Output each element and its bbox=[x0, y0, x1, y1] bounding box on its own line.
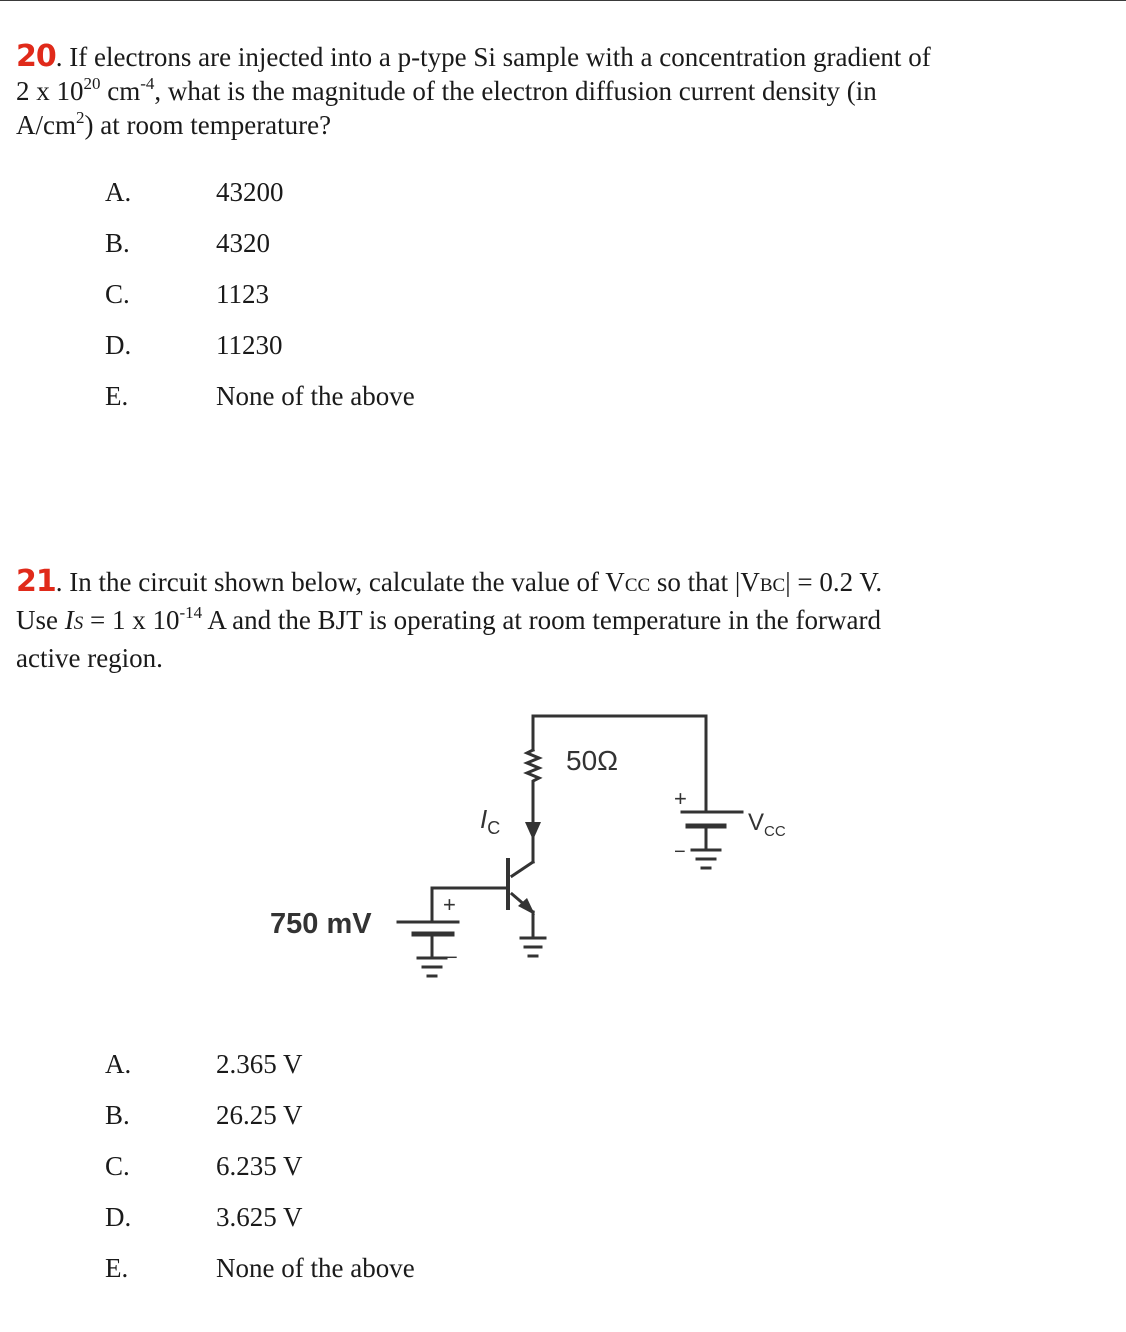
question-20-exponent-3: 2 bbox=[76, 108, 85, 127]
q21-option-e-letter: E. bbox=[105, 1253, 129, 1283]
question-21-line-3: active region. bbox=[16, 643, 163, 673]
question-20-number: 20 bbox=[16, 39, 56, 74]
vbe-plus-sign: + bbox=[443, 892, 456, 917]
q21-option-c-letter: C. bbox=[105, 1151, 130, 1181]
vcc-plus-sign: + bbox=[674, 786, 687, 811]
q20-option-a-letter: A. bbox=[105, 177, 132, 207]
question-20-text-part-1: . If electrons are injected into a p-type Si sample with a concentration gradient of bbox=[55, 42, 931, 72]
question-21-number: 21 bbox=[16, 564, 56, 599]
question-21-text-part-2c: A and the BJT is operating at room temperature in the forward bbox=[202, 605, 881, 635]
q21-option-b-value: 26.25 V bbox=[216, 1100, 303, 1130]
q20-option-b-value: 4320 bbox=[216, 228, 270, 258]
vcc-label-subscript: CC bbox=[764, 823, 786, 840]
q21-option-a-value: 2.365 V bbox=[216, 1049, 303, 1079]
resistor-label: 50Ω bbox=[566, 745, 619, 776]
ic-label-subscript: C bbox=[487, 818, 501, 838]
vbe-minus-sign: − bbox=[446, 947, 458, 969]
question-21-is-subscript: S bbox=[73, 613, 84, 634]
q20-option-d-value: 11230 bbox=[216, 330, 283, 360]
q21-option-e-value: None of the above bbox=[216, 1253, 415, 1283]
collector-lead bbox=[512, 862, 533, 876]
q21-option-c-value: 6.235 V bbox=[216, 1151, 303, 1181]
question-20-exponent-2: -4 bbox=[140, 74, 155, 93]
question-21-text-part-1b: so that |V bbox=[650, 567, 760, 597]
q20-option-e-letter: E. bbox=[105, 381, 129, 411]
question-20-exponent-1: 20 bbox=[83, 74, 101, 93]
question-21-text-part-2a: Use bbox=[16, 605, 65, 635]
q21-option-d-value: 3.625 V bbox=[216, 1202, 303, 1232]
q20-option-b-letter: B. bbox=[105, 228, 130, 258]
vcc-label bbox=[748, 809, 786, 840]
question-20-text-part-3b: ) at room temperature? bbox=[84, 110, 332, 140]
question-21-vcc-subscript: CC bbox=[624, 575, 651, 596]
vbe-source-label: 750 mV bbox=[270, 908, 372, 940]
q21-option-a-letter: A. bbox=[105, 1049, 132, 1079]
question-21-text-part-1c: | = 0.2 V. bbox=[785, 567, 883, 597]
q20-option-c-value: 1123 bbox=[216, 279, 269, 309]
ic-arrow-icon bbox=[525, 822, 541, 840]
question-20-text-part-2b: cm bbox=[100, 76, 141, 106]
question-20-text-part-2c: , what is the magnitude of the electron diffusion current density (in bbox=[154, 76, 877, 106]
resistor-50-ohm bbox=[527, 750, 539, 820]
question-21-text-part-1a: . In the circuit shown below, calculate the value of V bbox=[55, 567, 625, 597]
vcc-label-letter: V bbox=[748, 809, 765, 836]
q20-option-d-letter: D. bbox=[105, 330, 132, 360]
q20-option-c-letter: C. bbox=[105, 279, 130, 309]
q20-option-e-value: None of the above bbox=[216, 381, 415, 411]
top-wire bbox=[533, 716, 706, 788]
question-21-text-part-2b: = 1 x 10 bbox=[83, 605, 180, 635]
question-21-exponent: -14 bbox=[179, 603, 203, 622]
q21-option-d-letter: D. bbox=[105, 1202, 132, 1232]
ic-label-letter: I bbox=[480, 804, 488, 834]
q20-option-a-value: 43200 bbox=[216, 177, 284, 207]
question-20-text-part-3a: A/cm bbox=[16, 110, 76, 140]
question-21-is-symbol: I bbox=[64, 605, 74, 635]
ic-label bbox=[480, 804, 500, 838]
vcc-minus-sign: − bbox=[674, 841, 686, 863]
question-20-text-part-2a: 2 x 10 bbox=[16, 76, 84, 106]
question-21-vbc-subscript: BC bbox=[759, 575, 786, 596]
q21-option-b-letter: B. bbox=[105, 1100, 130, 1130]
